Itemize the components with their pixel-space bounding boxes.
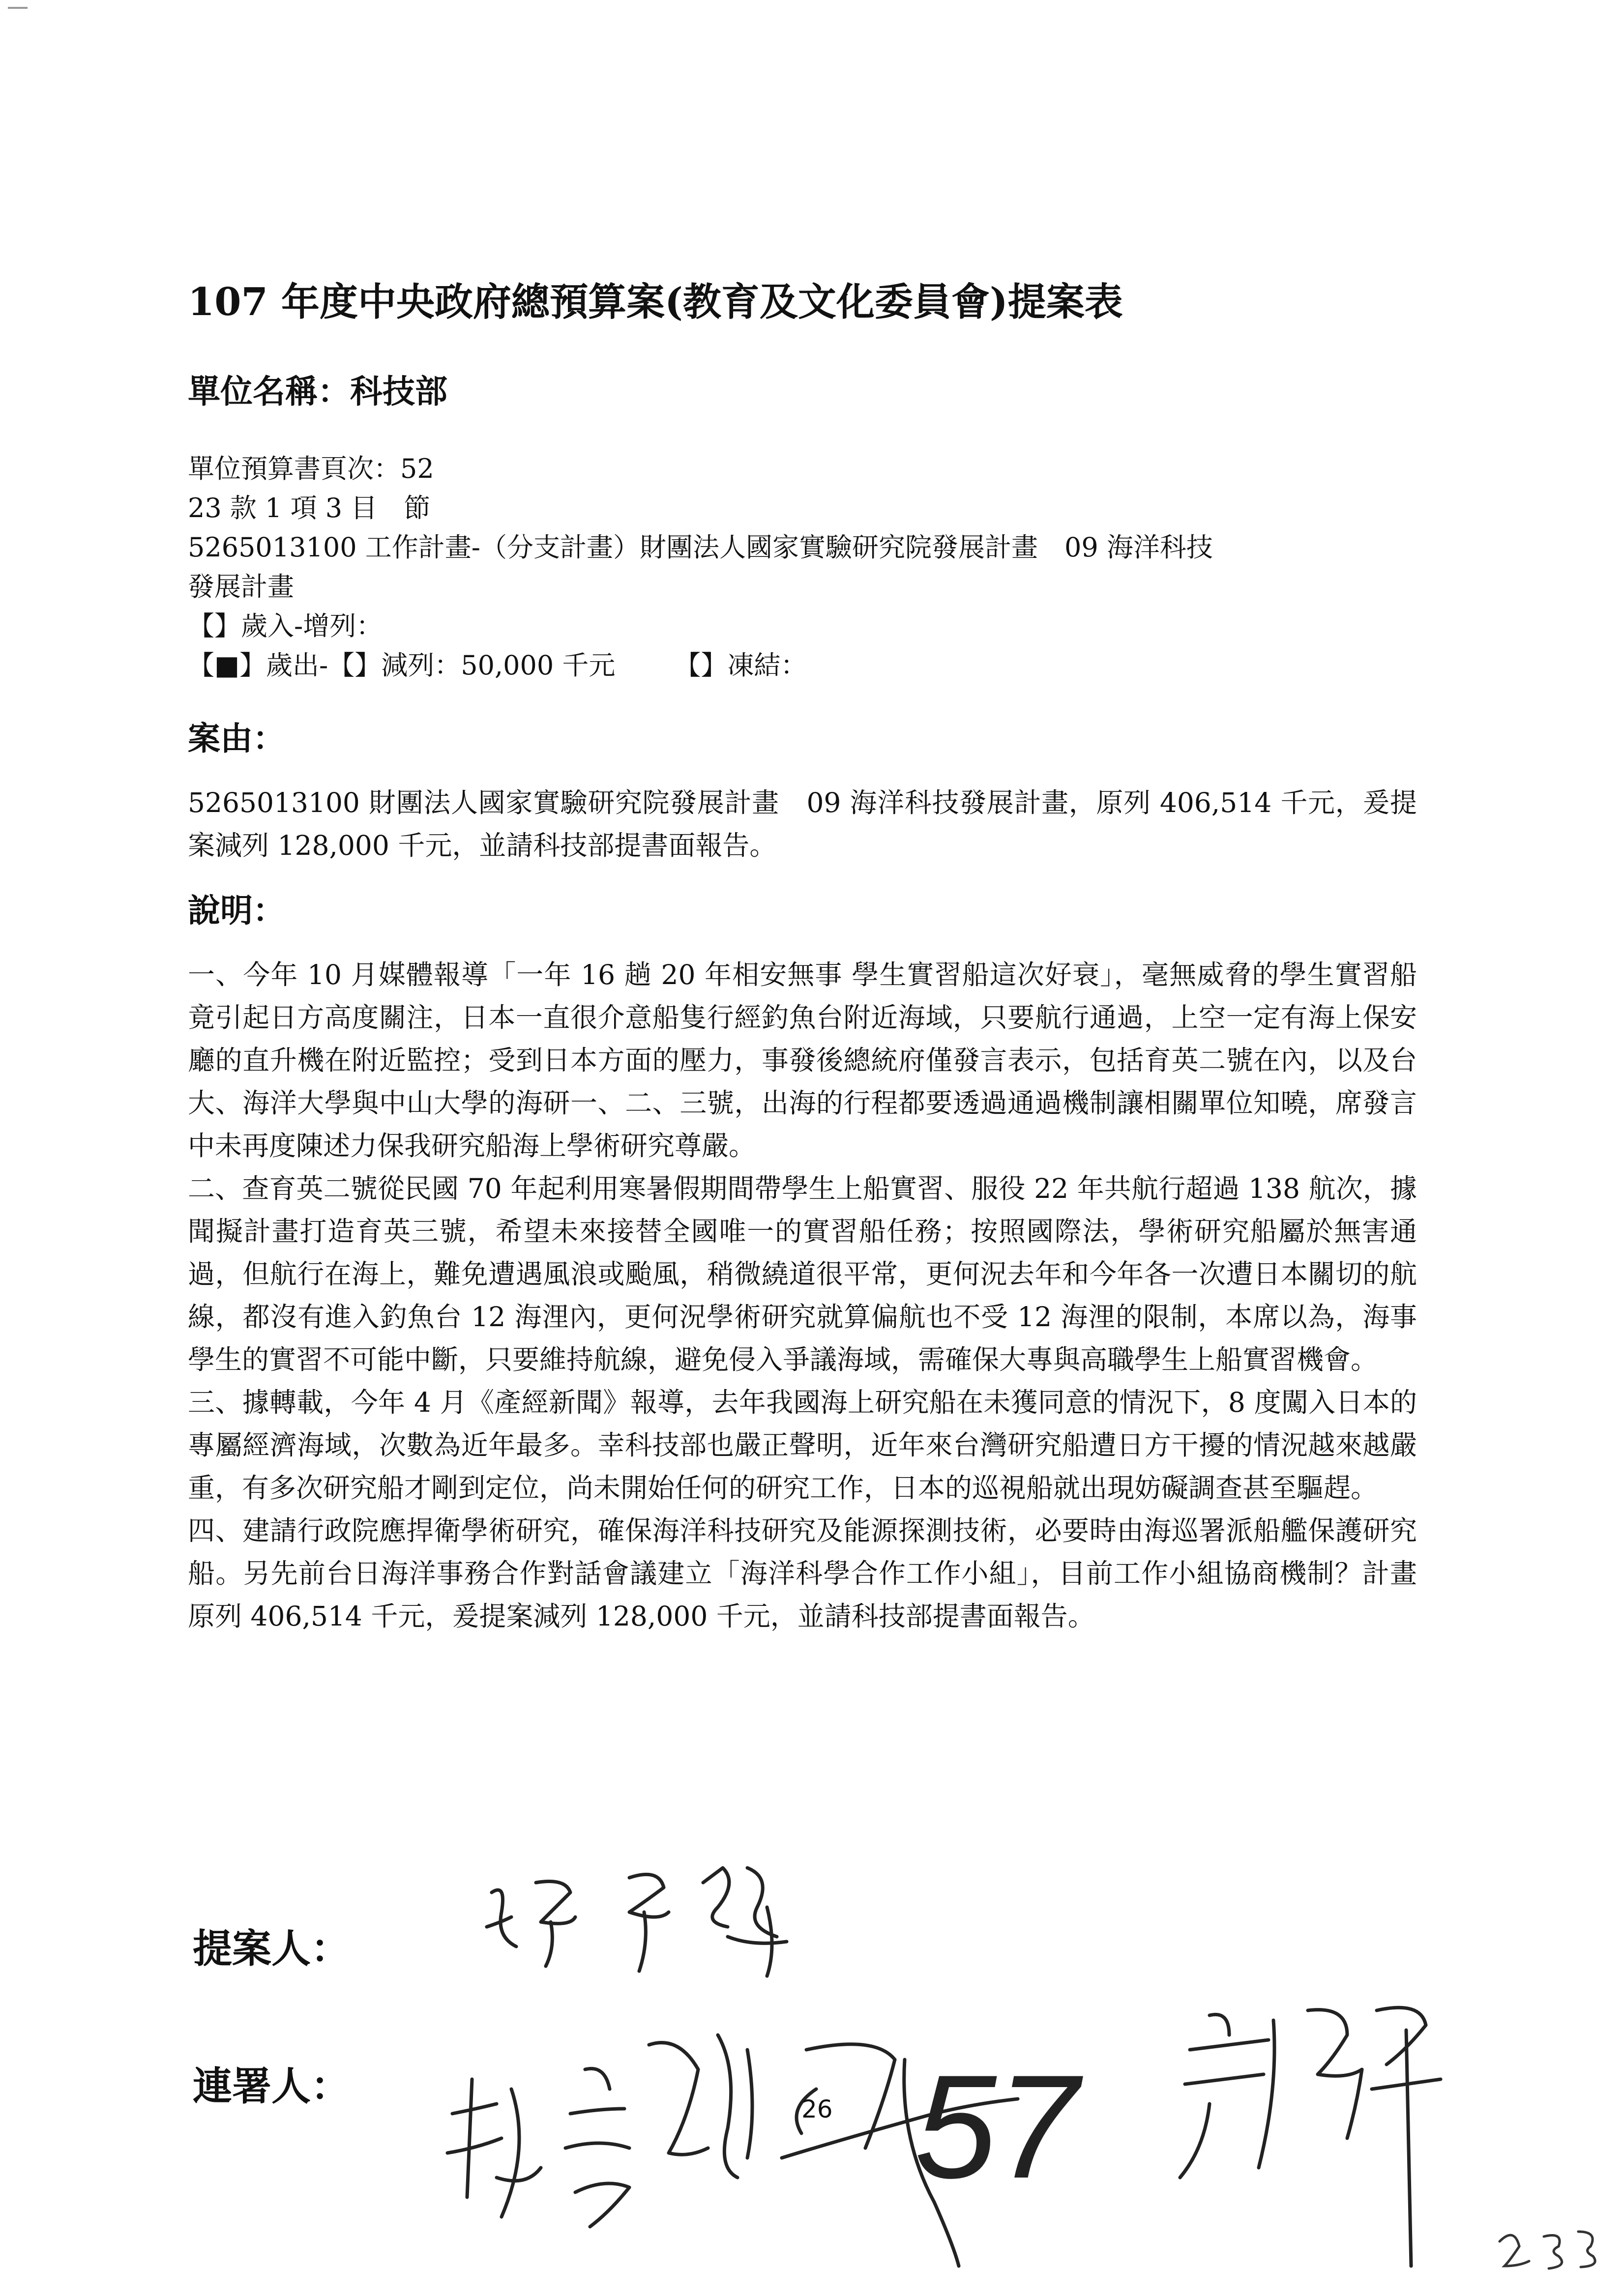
explanation-paragraph: 一、今年 10 月媒體報導「一年 16 趟 20 年相安無事 學生實習船這次好衰」，毫無威脅的學生實習船竟引起日方高度關注，日本一直很介意船隻行經釣魚台附近海域，只要航行通過，上空一定有海上保安廳的直升機在附近監控；受到日本方面的壓力，事發後總統府僅發言表示，包括育英二號在內，以及台大、海洋大學與中山大學的海研一、二、三號，出海的行程都要透過通過機制讓相關單位知曉，席發言中未再度陳述力保我研究船海上學術研究尊嚴。	[188, 959, 1417, 1162]
meta-line: 單位預算書頁次：52	[188, 453, 434, 484]
cut-amount: 【】減列：50,000 千元	[328, 650, 616, 681]
margin-mark	[1490, 2212, 1608, 2281]
proposer-label: 提案人：	[193, 1926, 350, 1972]
reason-heading: 案由：	[188, 719, 285, 757]
reason-body: 5265013100 財團法人國家實驗研究院發展計畫 09 海洋科技發展計畫，原列 406,514 千元，爰提案減列 128,000 千元，並請科技部提書面報告。	[188, 787, 1417, 861]
proposer-signature	[472, 1848, 856, 1986]
handwritten-note	[865, 2030, 1121, 2197]
handwritten-note-text: 57	[915, 2044, 1079, 2197]
revenue-line: 【】歲入-增列：	[188, 610, 383, 641]
meta-line: 5265013100 工作計畫-（分支計畫）財團法人國家實驗研究院發展計畫 09 海洋科技	[188, 532, 1213, 563]
expense-checked-marker: 【■】歲出-	[188, 650, 328, 681]
document-title: 107 年度中央政府總預算案(教育及文化委員會)提案表	[188, 280, 1123, 324]
page-number: 26	[801, 2095, 833, 2123]
explanation-heading: 說明：	[188, 891, 285, 930]
meta-line: 23 款 1 項 3 目 節	[188, 493, 431, 523]
budget-meta	[188, 449, 1417, 685]
freeze-field: 【】凍結：	[674, 650, 807, 681]
explanation-paragraph: 三、據轉載，今年 4 月《產經新聞》報導，去年我國海上研究船在未獲同意的情況下，8 度闖入日本的專屬經濟海域，次數為近年最多。幸科技部也嚴正聲明，近年來台灣研究船遭日方干擾的情況越來越嚴重，有多次研究船才剛到定位，尚未開始任何的研究工作，日本的巡視船就出現妨礙調查甚至驅趕。	[188, 1387, 1417, 1504]
document-body	[188, 275, 1417, 1638]
unit-name: 單位名稱：科技部	[188, 372, 447, 410]
cosigner-label: 連署人：	[193, 2063, 350, 2109]
meta-line: 發展計畫	[188, 571, 294, 602]
scan-mark	[8, 7, 28, 9]
expense-line	[188, 646, 1417, 685]
explanation-paragraph: 四、建請行政院應捍衛學術研究，確保海洋科技研究及能源探測技術，必要時由海巡署派船艦保護研究船。另先前台日海洋事務合作對話會議建立「海洋科學合作工作小組」，目前工作小組協商機制？計畫原列 406,514 千元，爰提案減列 128,000 千元，並請科技部提書面報告。	[188, 1515, 1417, 1632]
explanation-paragraph: 二、查育英二號從民國 70 年起利用寒暑假期間帶學生上船實習、服役 22 年共航行超過 138 航次，據聞擬計畫打造育英三號，希望未來接替全國唯一的實習船任務；按照國際法，學術研究船屬於無害通過，但航行在海上，難免遭遇風浪或颱風，稍微繞道很平常，更何況去年和今年各一次遭日本關切的航線，都沒有進入釣魚台 12 海浬內，更何況學術研究就算偏航也不受 12 海浬的限制，本席以為，海事學生的實習不可能中斷，只要維持航線，避免侵入爭議海域，需確保大專與高職學生上船實習機會。	[188, 1173, 1417, 1375]
